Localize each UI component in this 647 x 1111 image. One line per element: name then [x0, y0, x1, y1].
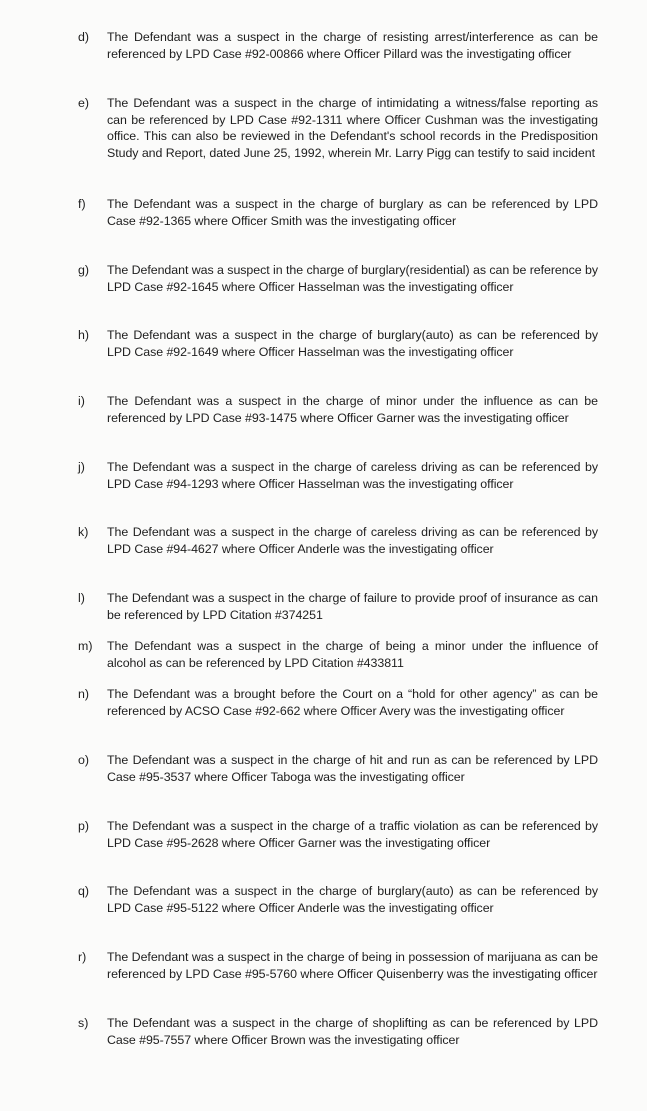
list-item	[78, 1015, 598, 1048]
item-marker: k)	[78, 525, 89, 539]
list-item	[78, 393, 598, 426]
list-item	[78, 29, 598, 62]
item-text: The Defendant was a suspect in the charge of burglary(residential) as can be reference by LPD Case #92-1645 where Officer Hasselman was the investigating officer	[107, 263, 598, 294]
item-marker: p)	[78, 819, 90, 833]
item-text: The Defendant was a suspect in the charge of a traffic violation as can be referenced by LPD Case #95-2628 where Officer Garner was the investigating officer	[107, 819, 598, 850]
list-item	[78, 949, 598, 982]
list-item	[78, 752, 598, 785]
list-item	[78, 818, 598, 851]
item-marker: f)	[78, 197, 86, 211]
item-marker: s)	[78, 1016, 89, 1030]
item-text: The Defendant was a suspect in the charge of careless driving as can be referenced by LPD Case #94-1293 where Officer Hasselman was the investigating officer	[107, 460, 598, 491]
item-marker: e)	[78, 96, 90, 110]
item-text: The Defendant was a brought before the Court on a “hold for other agency” as can be referenced by ACSO Case #92-662 where Officer Avery was the investigating officer	[107, 687, 598, 718]
item-marker: l)	[78, 591, 85, 605]
list-item	[78, 590, 598, 623]
item-text: The Defendant was a suspect in the charge of burglary(auto) as can be referenced by LPD Case #92-1649 where Officer Hasselman was the investigating officer	[107, 328, 598, 359]
item-marker: d)	[78, 30, 90, 44]
item-text: The Defendant was a suspect in the charge of being a minor under the influence of alcohol as can be referenced by LPD Citation #433811	[107, 639, 598, 670]
item-text: The Defendant was a suspect in the charge of minor under the influence as can be referenced by LPD Case #93-1475 where Officer Garner was the investigating officer	[107, 394, 598, 425]
list-item	[78, 95, 598, 161]
list-item	[78, 883, 598, 916]
list-item	[78, 686, 598, 719]
list-item	[78, 196, 598, 229]
item-marker: o)	[78, 753, 90, 767]
item-text: The Defendant was a suspect in the charge of burglary(auto) as can be referenced by LPD Case #95-5122 where Officer Anderle was the investigating officer	[107, 884, 598, 915]
list-item	[78, 459, 598, 492]
item-marker: h)	[78, 328, 90, 342]
item-marker: q)	[78, 884, 90, 898]
item-marker: m)	[78, 639, 93, 653]
item-text: The Defendant was a suspect in the charge of hit and run as can be referenced by LPD Case #95-3537 where Officer Taboga was the investigating officer	[107, 753, 598, 784]
item-text: The Defendant was a suspect in the charge of resisting arrest/interference as can be referenced by LPD Case #92-00866 where Officer Pillard was the investigating officer	[107, 30, 598, 61]
item-marker: g)	[78, 263, 90, 277]
list-item	[78, 524, 598, 557]
item-text: The Defendant was a suspect in the charge of intimidating a witness/false reporting as can be referenced by LPD Case #92-1311 where Officer Cushman was the investigating office. This can also be reviewed in the Defendant's school records in the Predisposition Study and Report, dated June 25, 1992, wherein Mr. Larry Pigg can testify to said incident	[107, 96, 598, 160]
item-marker: i)	[78, 394, 85, 408]
item-marker: r)	[78, 950, 87, 964]
item-text: The Defendant was a suspect in the charge of careless driving as can be referenced by LPD Case #94-4627 where Officer Anderle was the investigating officer	[107, 525, 598, 556]
item-marker: j)	[78, 460, 85, 474]
item-text: The Defendant was a suspect in the charge of burglary as can be referenced by LPD Case #92-1365 where Officer Smith was the investigating officer	[107, 197, 598, 228]
item-text: The Defendant was a suspect in the charge of shoplifting as can be referenced by LPD Case #95-7557 where Officer Brown was the investigating officer	[107, 1016, 598, 1047]
list-item	[78, 327, 598, 360]
list-item	[78, 262, 598, 295]
item-text: The Defendant was a suspect in the charge of being in possession of marijuana as can be referenced by LPD Case #95-5760 where Officer Quisenberry was the investigating officer	[107, 950, 598, 981]
item-text: The Defendant was a suspect in the charge of failure to provide proof of insurance as can be referenced by LPD Citation #374251	[107, 591, 598, 622]
list-item	[78, 638, 598, 671]
item-marker: n)	[78, 687, 90, 701]
